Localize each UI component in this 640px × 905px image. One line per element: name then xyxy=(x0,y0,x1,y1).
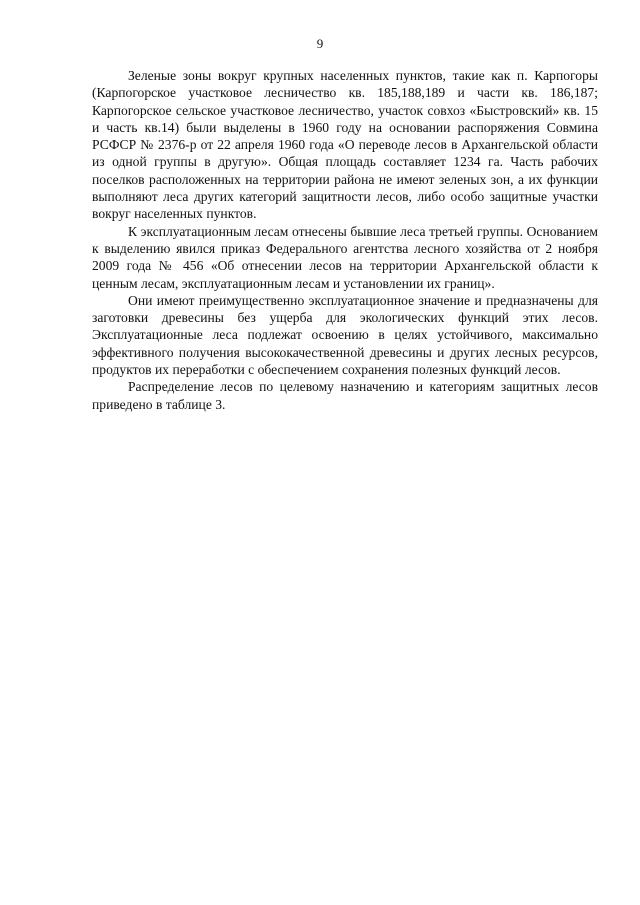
paragraph-exploitation-forests: К эксплуатационным лесам отнесены бывшие леса третьей группы. Основанием к выделению явился приказ Федерального агентства лесного хозяйства от 2 ноября 2009 года № 456 «Об отнесении лесов на территории Архангельской области к ценным лесам, эксплуатационным лесам и установлении их границ». xyxy=(92,223,598,291)
paragraph-green-zones: Зеленые зоны вокруг крупных населенных пунктов, такие как п. Карпогоры (Карпогорское участковое лесничество кв. 185,188,189 и части кв. 186,187; Карпогорское сельское участковое лесничество, участок совхоз «Быстровский» кв. 15 и часть кв.14) были выделены в 1960 году на основании распоряжения Совмина РСФСР № 2376-р от 22 апреля 1960 года «О переводе лесов в Архангельской области из одной группы в другую». Общая площадь составляет 1234 га. Часть рабочих поселков расположенных на территории района не имеют зеленых зон, а их функции выполняют леса других категорий защитности лесов, либо особо защитные участки вокруг населенных пунктов. xyxy=(92,68,598,222)
body-text xyxy=(92,67,598,413)
paragraph-table-reference: Распределение лесов по целевому назначению и категориям защитных лесов приведено в таблице 3. xyxy=(92,379,598,412)
paragraph-exploitation-purpose: Они имеют преимущественно эксплуатационное значение и предназначены для заготовки древесины без ущерба для экологических функций этих лесов. Эксплуатационные леса подлежат освоению в целях устойчивого, максимально эффективного получения высококачественной древесины и других лесных ресурсов, продуктов их переработки с обеспечением сохранения полезных функций лесов. xyxy=(92,292,598,378)
page-number: 9 xyxy=(316,36,324,51)
